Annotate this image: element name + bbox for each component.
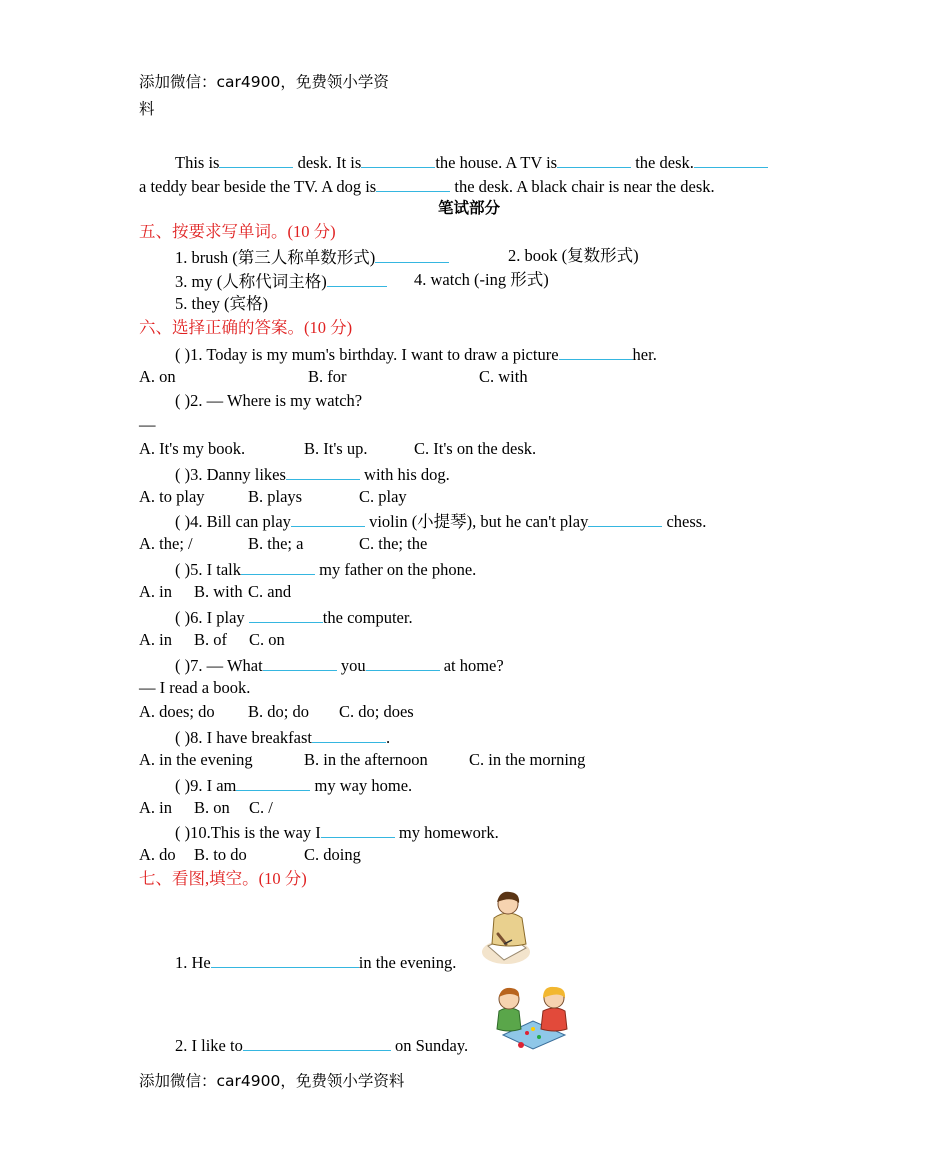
sec7-q1: 1. He in the evening.: [175, 953, 457, 972]
answer-blank[interactable]: [312, 726, 386, 743]
piece-shape: [518, 1042, 524, 1048]
sec6-q10-option-b[interactable]: B. to do: [194, 845, 247, 864]
sec6-q3-option-a[interactable]: A. to play: [139, 487, 205, 506]
sec6-q5-option-b[interactable]: B. with: [194, 582, 243, 601]
sec6-q2-option-a[interactable]: A. It's my book.: [139, 439, 246, 458]
answer-blank[interactable]: [559, 343, 633, 360]
section-6-title: 六、选择正确的答案。(10 分): [139, 318, 353, 337]
sec6-q8-option-a[interactable]: A. in the evening: [139, 750, 253, 769]
sec5-q2: 2. book (复数形式): [508, 246, 639, 265]
sec6-q6-option-c[interactable]: C. on: [249, 630, 285, 649]
sec6-q7-option-c[interactable]: C. do; does: [339, 702, 414, 721]
piece-shape: [531, 1027, 535, 1031]
answer-blank[interactable]: [211, 951, 359, 968]
sec6-q9: ( )9. I am my way home.: [175, 776, 413, 795]
sec6-q10-option-a[interactable]: A. do: [139, 845, 176, 864]
answer-blank[interactable]: [263, 654, 337, 671]
sec6-q10-option-c[interactable]: C. doing: [304, 845, 361, 864]
sec6-q9-option-a[interactable]: A. in: [139, 798, 172, 817]
sec6-q1: ( )1. Today is my mum's birthday. I want to draw a picture her.: [175, 345, 657, 364]
sec6-q9-option-b[interactable]: B. on: [194, 798, 230, 817]
section-written-heading: 笔试部分: [438, 199, 501, 217]
sec6-q6-option-a[interactable]: A. in: [139, 630, 172, 649]
answer-blank[interactable]: [376, 175, 450, 192]
sec6-q5: ( )5. I talk my father on the phone.: [175, 560, 477, 579]
section-5-title: 五、按要求写单词。(10 分): [139, 222, 336, 241]
sec6-q8-option-b[interactable]: B. in the afternoon: [304, 750, 428, 769]
sec5-q3: 3. my (人称代词主格): [175, 270, 387, 292]
answer-blank[interactable]: [249, 606, 323, 623]
sec6-q2: ( )2. — Where is my watch?: [175, 391, 363, 410]
answer-blank[interactable]: [243, 1034, 391, 1051]
sec7-q2: 2. I like to on Sunday.: [175, 1036, 469, 1055]
sec6-q1-option-b[interactable]: B. for: [308, 367, 347, 386]
answer-blank[interactable]: [219, 151, 293, 168]
watermark-bottom: 添加微信：car4900，免费领小学资料: [139, 1072, 405, 1090]
sec6-q4-option-b[interactable]: B. the; a: [248, 534, 304, 553]
sec6-q1-option-a[interactable]: A. on: [139, 367, 176, 386]
kids-playing-chess-picture: [493, 983, 573, 1053]
sec5-q5: 5. they (宾格): [175, 294, 269, 313]
boy-drawing-picture: [480, 886, 536, 968]
watermark-top-line2: 料: [139, 100, 155, 118]
sec5-q1: 1. brush (第三人称单数形式): [175, 246, 449, 268]
answer-blank[interactable]: [321, 821, 395, 838]
answer-blank[interactable]: [241, 558, 315, 575]
watermark-top-line1: 添加微信：car4900，免费领小学资: [139, 73, 389, 91]
section-7-title: 七、看图,填空。(10 分): [139, 869, 307, 888]
sec6-q3-option-c[interactable]: C. play: [359, 487, 407, 506]
passage-line-2: a teddy bear beside the TV. A dog is the desk. A black chair is near the desk.: [139, 177, 715, 196]
answer-blank[interactable]: [236, 774, 310, 791]
sec6-q5-option-a[interactable]: A. in: [139, 582, 172, 601]
sec6-q1-option-c[interactable]: C. with: [479, 367, 528, 386]
sec6-q8-option-c[interactable]: C. in the morning: [469, 750, 586, 769]
sec6-q5-option-c[interactable]: C. and: [248, 582, 292, 601]
sec6-q6-option-b[interactable]: B. of: [194, 630, 227, 649]
answer-blank[interactable]: [286, 463, 360, 480]
sec6-q7-option-a[interactable]: A. does; do: [139, 702, 215, 721]
sec6-q4: ( )4. Bill can play violin (小提琴), but he can't play chess.: [175, 512, 707, 531]
answer-blank[interactable]: [291, 510, 365, 527]
sec6-q4-option-a[interactable]: A. the; /: [139, 534, 193, 553]
sec6-q10: ( )10.This is the way I my homework.: [175, 823, 499, 842]
piece-shape: [537, 1035, 541, 1039]
sec6-q7-reply: — I read a book.: [139, 678, 251, 697]
sec6-q9-option-c[interactable]: C. /: [249, 798, 273, 817]
answer-blank[interactable]: [361, 151, 435, 168]
sec6-q2-option-b[interactable]: B. It's up.: [304, 439, 368, 458]
answer-blank[interactable]: [366, 654, 440, 671]
answer-blank[interactable]: [327, 270, 387, 287]
sec6-q2-option-c[interactable]: C. It's on the desk.: [414, 439, 537, 458]
sec6-q7: ( )7. — What you at home?: [175, 656, 504, 675]
sec6-q2-reply-dash: —: [139, 415, 156, 434]
boy-shirt-shape: [497, 1008, 521, 1031]
sec6-q3: ( )3. Danny likes with his dog.: [175, 465, 450, 484]
sec6-q4-option-c[interactable]: C. the; the: [359, 534, 428, 553]
passage-line-1: This is desk. It is the house. A TV is the desk.: [175, 151, 768, 173]
answer-blank[interactable]: [375, 246, 449, 263]
sec5-q4: 4. watch (-ing 形式): [414, 270, 549, 289]
girl-shirt-shape: [541, 1008, 567, 1031]
sec6-q8: ( )8. I have breakfast .: [175, 728, 391, 747]
sec6-q3-option-b[interactable]: B. plays: [248, 487, 303, 506]
sec6-q7-option-b[interactable]: B. do; do: [248, 702, 309, 721]
answer-blank[interactable]: [588, 510, 662, 527]
piece-shape: [525, 1031, 529, 1035]
sec6-q6: ( )6. I play the computer.: [175, 608, 413, 627]
answer-blank[interactable]: [694, 151, 768, 168]
answer-blank[interactable]: [557, 151, 631, 168]
